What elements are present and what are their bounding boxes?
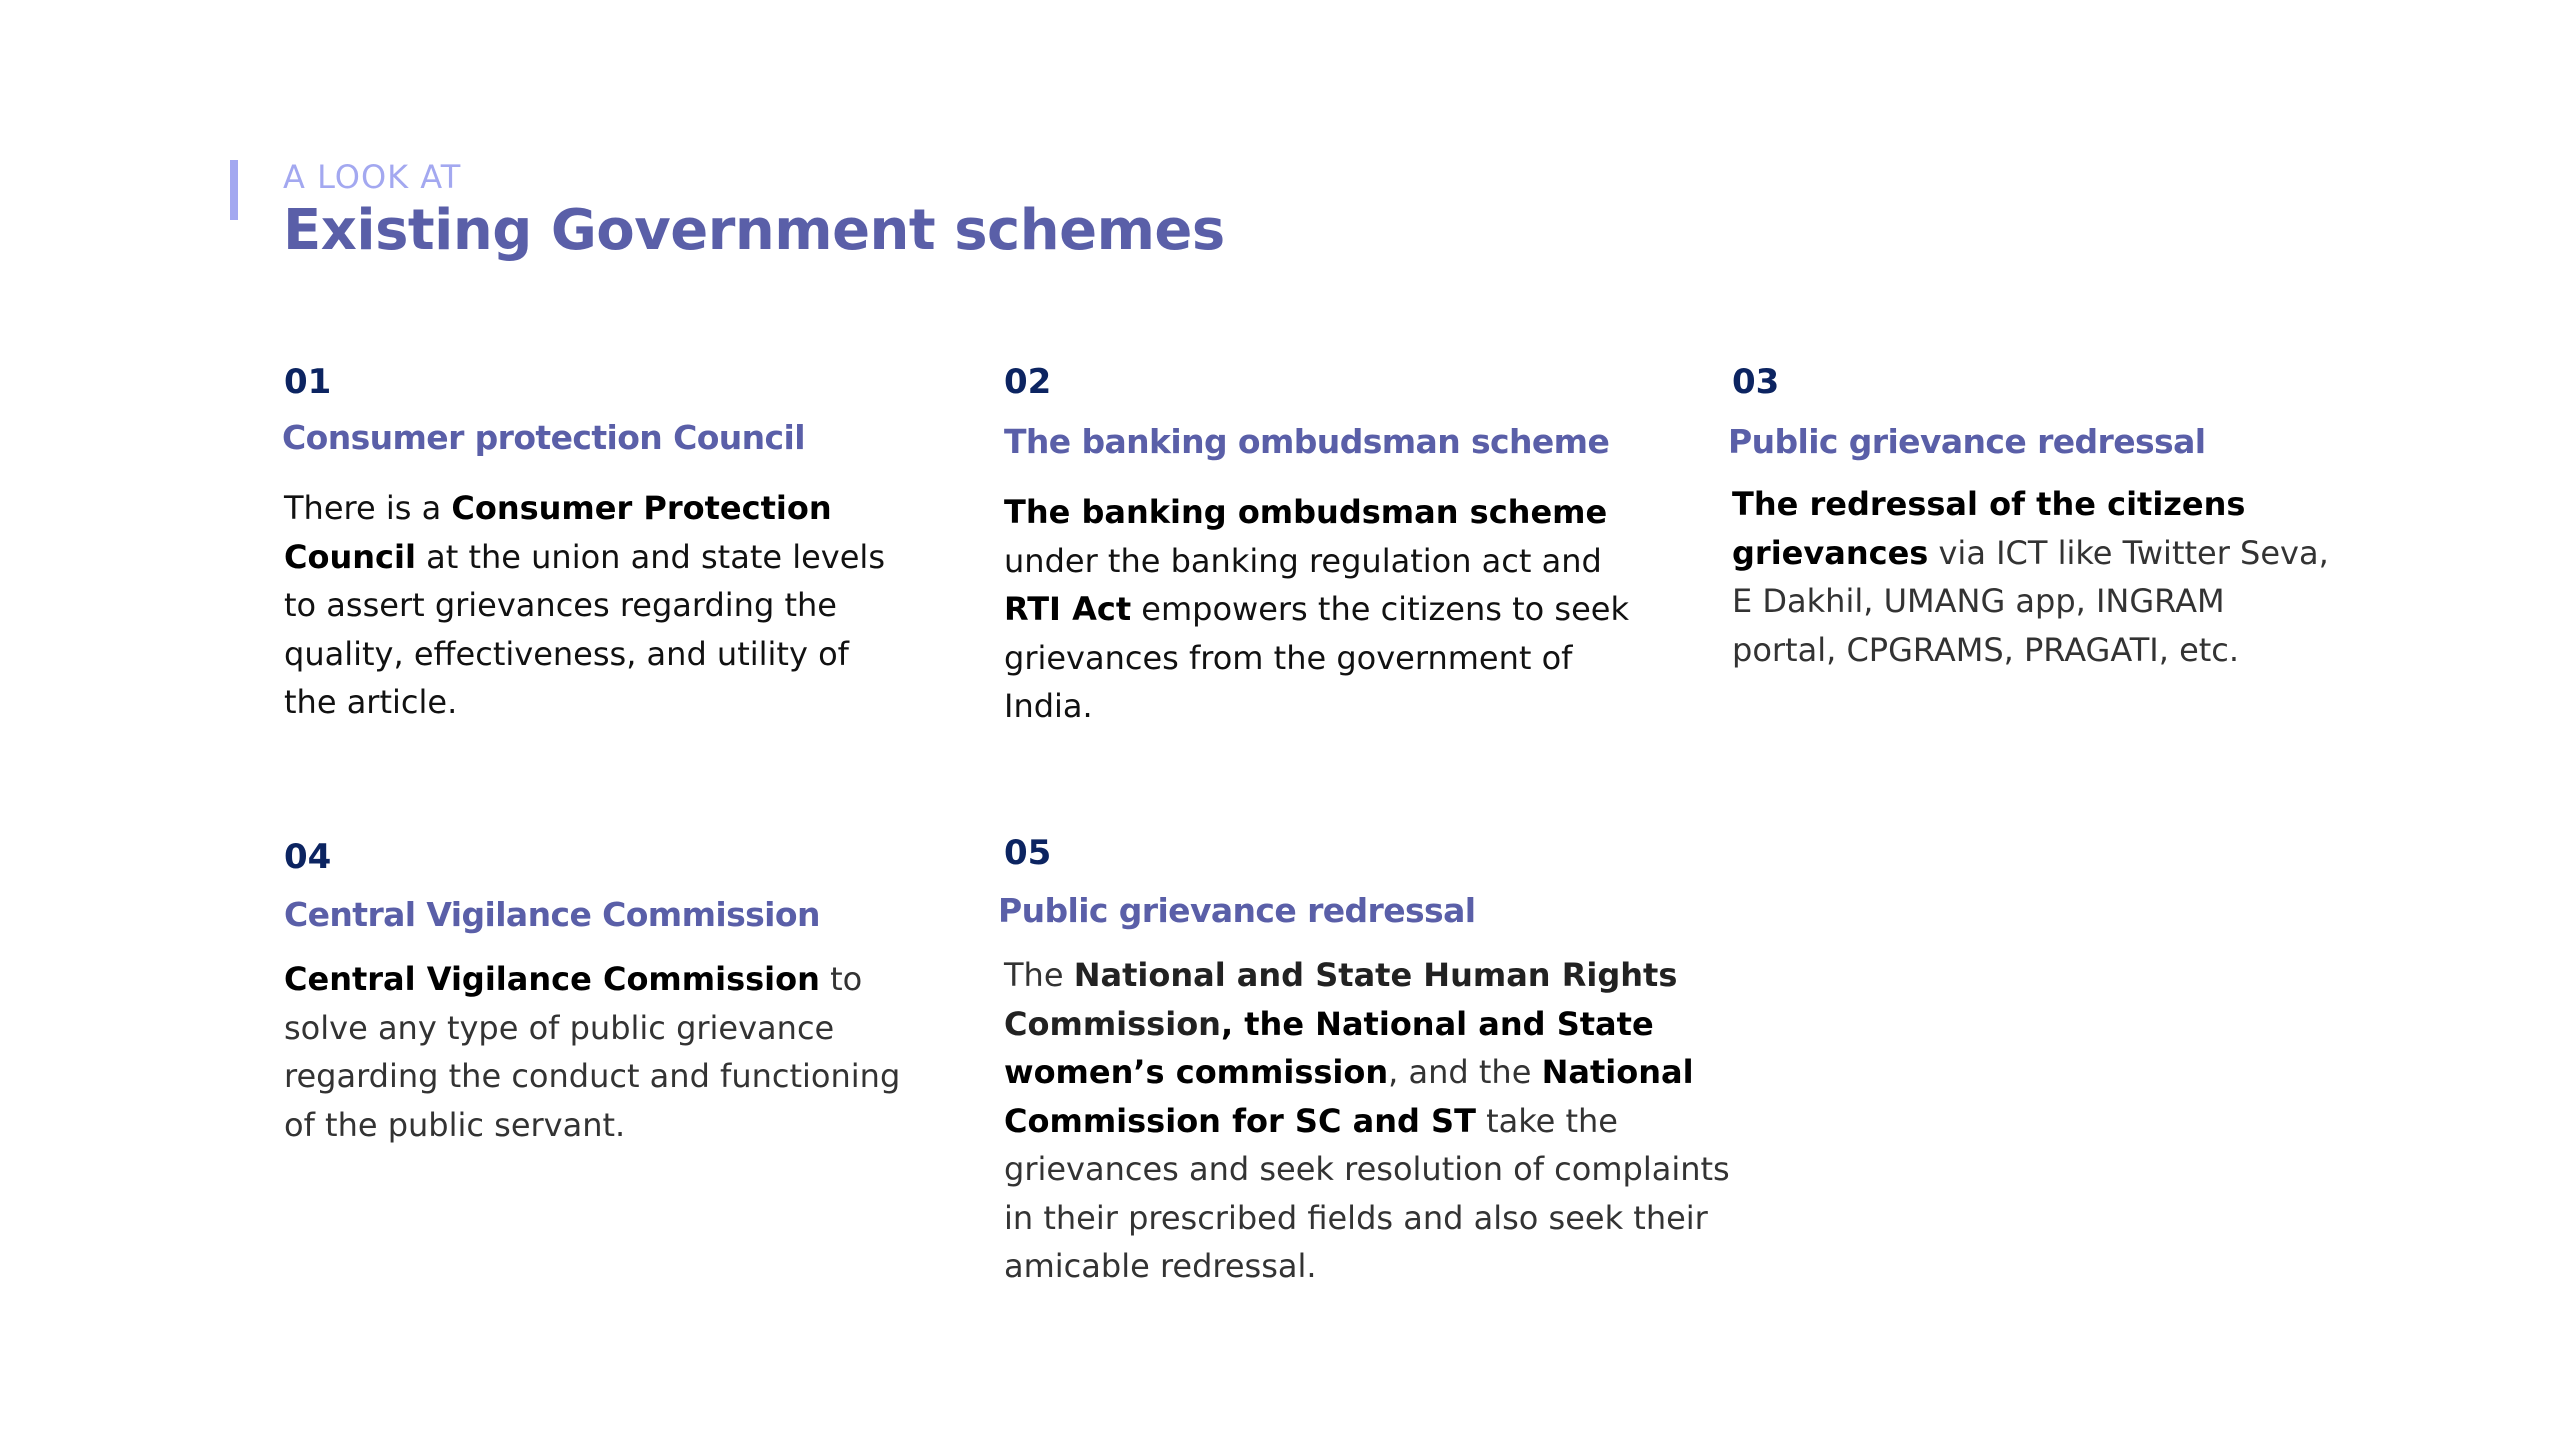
body-segment: to solve any type of public grievance regarding the conduct and functioning of the public servant. (284, 960, 901, 1144)
body-segment-bold: , the National and State women’s commission (1004, 1004, 1654, 1091)
body-segment: There is a (284, 489, 452, 527)
scheme-card-4 (284, 837, 924, 1149)
card-heading: Public grievance redressal (998, 891, 1476, 930)
card-body (1004, 488, 1644, 731)
body-segment: at the union and state levels to assert grievances regarding the quality, effectiveness, and utility of the article. (284, 537, 885, 721)
card-heading: Consumer protection Council (282, 418, 805, 457)
body-segment: empowers the citizens to seek grievances from the government of India. (1004, 590, 1629, 725)
card-number: 02 (1004, 362, 1052, 402)
card-number: 03 (1732, 362, 1780, 402)
body-segment-bold: National and State Human Rights Commission (1004, 956, 1678, 1043)
card-number: 04 (284, 837, 332, 877)
body-segment: The (1004, 956, 1074, 994)
card-body (1732, 480, 2332, 674)
body-segment: via ICT like Twitter Seva, E Dakhil, UMANG app, INGRAM portal, CPGRAMS, PRAGATI, etc. (1732, 533, 2329, 669)
body-segment: take the grievances and seek resolution of complaints in their prescribed fields and also seek their amicable redressal. (1004, 1101, 1730, 1285)
scheme-card-1 (284, 362, 904, 727)
card-number: 05 (1004, 833, 1052, 873)
card-body (284, 484, 904, 727)
card-number: 01 (284, 362, 332, 402)
body-segment-bold: The banking ombudsman scheme (1004, 493, 1608, 531)
card-heading: Central Vigilance Commission (284, 895, 820, 934)
page-title: Existing Government schemes (283, 198, 1225, 263)
body-segment: , and the (1388, 1053, 1542, 1091)
card-body (284, 955, 924, 1149)
body-segment: under the banking regulation act and (1004, 541, 1602, 580)
body-segment-bold: The redressal of the citizens grievances (1732, 485, 2246, 572)
body-segment-bold: National Commission for SC and ST (1004, 1053, 1694, 1140)
eyebrow-label: A LOOK AT (283, 158, 462, 196)
scheme-card-5 (998, 833, 1758, 1291)
card-heading: The banking ombudsman scheme (1004, 422, 1610, 461)
body-segment-bold: Consumer Protection Council (284, 489, 832, 576)
card-body (1004, 951, 1758, 1291)
body-segment-bold: Central Vigilance Commission (284, 960, 820, 998)
scheme-card-3 (1728, 362, 2332, 674)
card-heading: Public grievance redressal (1728, 422, 2206, 461)
body-segment-bold: RTI Act (1004, 590, 1132, 628)
accent-bar (230, 160, 238, 220)
scheme-card-2 (1004, 362, 1644, 731)
